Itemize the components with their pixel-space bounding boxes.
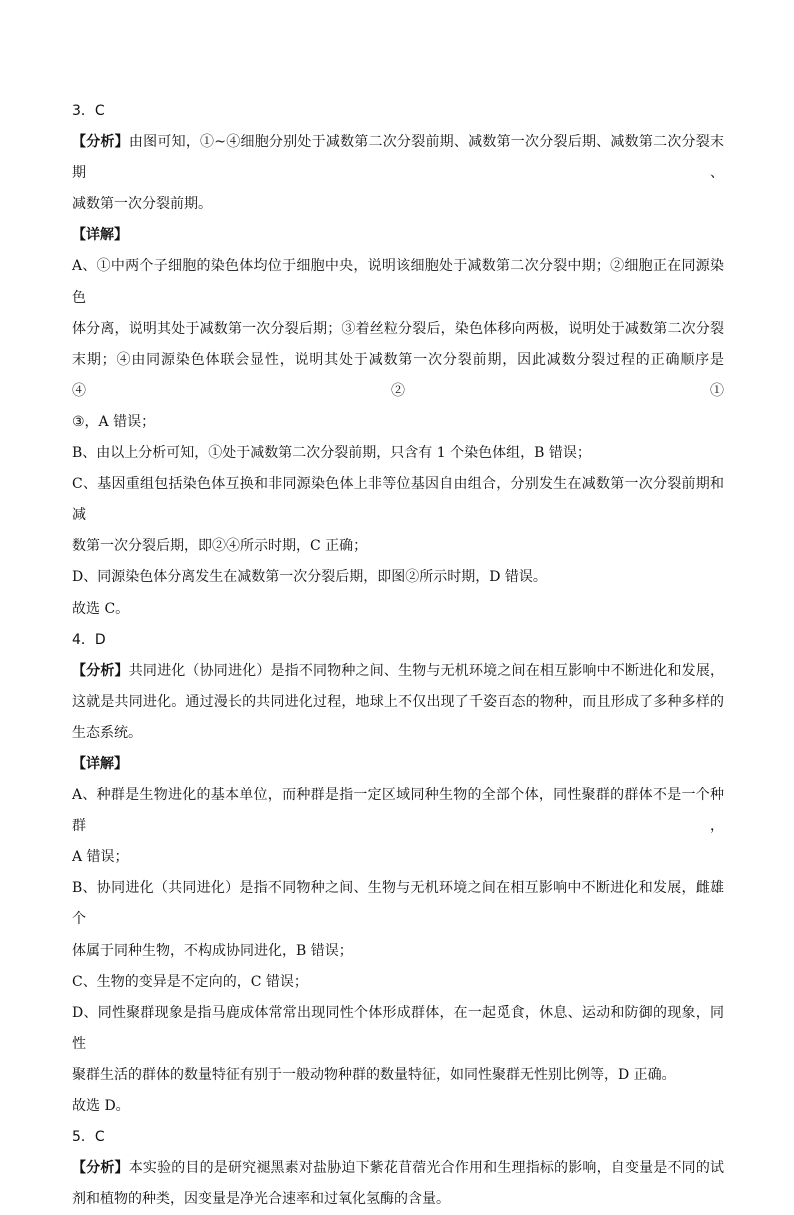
q4-analysis-line-2: 这就是共同进化。通过漫长的共同进化过程，地球上不仅出现了千姿百态的物种，而且形成了多种多样的 (72, 693, 724, 710)
q3-detail-line-6: C、基因重组包括染色体互换和非同源染色体上非等位基因自由组合，分别发生在减数第一次分裂前期和减 (72, 476, 724, 524)
q3-analysis-line-2: 减数第一次分裂前期。 (72, 196, 212, 213)
q3-detail-line-3: 末期；④由同源染色体联会显性，说明其处于减数第一次分裂前期，因此减数分裂过程的正确顺序是④②① (72, 351, 724, 399)
document-page (72, 96, 724, 1215)
q4-analysis-tag: 【分析】 (72, 662, 129, 679)
q4-detail-line-5: C、生物的变异是不定向的，C 错误； (72, 973, 308, 990)
q3-detail-line-4: ③，A 错误； (72, 413, 156, 430)
q4-detail-line-2: A 错误； (72, 849, 129, 866)
q4-detail-line-3: B、协同进化（共同进化）是指不同物种之间、生物与无机环境之间在相互影响中不断进化和发展，雌雄个 (72, 880, 724, 928)
q3-analysis-tag: 【分析】 (72, 134, 129, 151)
q3-detail-line-2: 体分离，说明其处于减数第一次分裂后期；③着丝粒分裂后，染色体移向两极，说明处于减数第二次分裂 (72, 320, 724, 337)
q4-detail-line-7: 聚群生活的群体的数量特征有别于一般动物种群的数量特征，如同性聚群无性别比例等，D 正确。 (72, 1066, 676, 1083)
q3-answer: 3．C (72, 103, 105, 119)
q5-analysis-tag: 【分析】 (72, 1160, 129, 1177)
q4-detail-line-4: 体属于同种生物，不构成协同进化，B 错误； (72, 942, 353, 959)
q5-answer: 5．C (72, 1129, 105, 1146)
q4-detail-line-1: A、种群是生物进化的基本单位，而种群是指一定区域同种生物的全部个体，同性聚群的群体不是一个种群， (72, 787, 724, 835)
q4-detail-tag: 【详解】 (72, 755, 128, 772)
q3-analysis-line-1: 【分析】由图可知，①~④细胞分别处于减数第二次分裂前期、减数第一次分裂后期、减数第二次分裂末期、 (72, 134, 725, 182)
q3-detail-line-5: B、由以上分析可知，①处于减数第二次分裂前期，只含有 1 个染色体组，B 错误； (72, 445, 591, 462)
q4-analysis-line-3: 生态系统。 (72, 724, 142, 741)
q4-detail-line-6: D、同性聚群现象是指马鹿成体常常出现同性个体形成群体，在一起觅食，休息、运动和防御的现象，同性 (72, 1004, 724, 1052)
q3-detail-line-8: D、同源染色体分离发生在减数第一次分裂后期，即图②所示时期，D 错误。 (72, 569, 547, 586)
q3-conclusion: 故选 C。 (72, 600, 130, 617)
q3-detail-tag: 【详解】 (72, 227, 128, 244)
q5-analysis-line-1: 【分析】本实验的目的是研究褪黑素对盐胁迫下紫花苜蓿光合作用和生理指标的影响，自变量是不同的试 (72, 1160, 725, 1177)
q4-analysis-line-1: 【分析】共同进化（协同进化）是指不同物种之间、生物与无机环境之间在相互影响中不断进化和发展， (72, 662, 725, 679)
q5-analysis-line-2: 剂和植物的种类，因变量是净光合速率和过氧化氢酶的含量。 (72, 1191, 450, 1208)
q3-detail-line-7: 数第一次分裂后期，即②④所示时期，C 正确； (72, 538, 368, 555)
q3-detail-line-1: A、①中两个子细胞的染色体均位于细胞中央，说明该细胞处于减数第二次分裂中期；②细胞正在同源染色 (72, 258, 724, 306)
q4-answer: 4．D (72, 631, 106, 648)
q4-conclusion: 故选 D。 (72, 1098, 130, 1114)
